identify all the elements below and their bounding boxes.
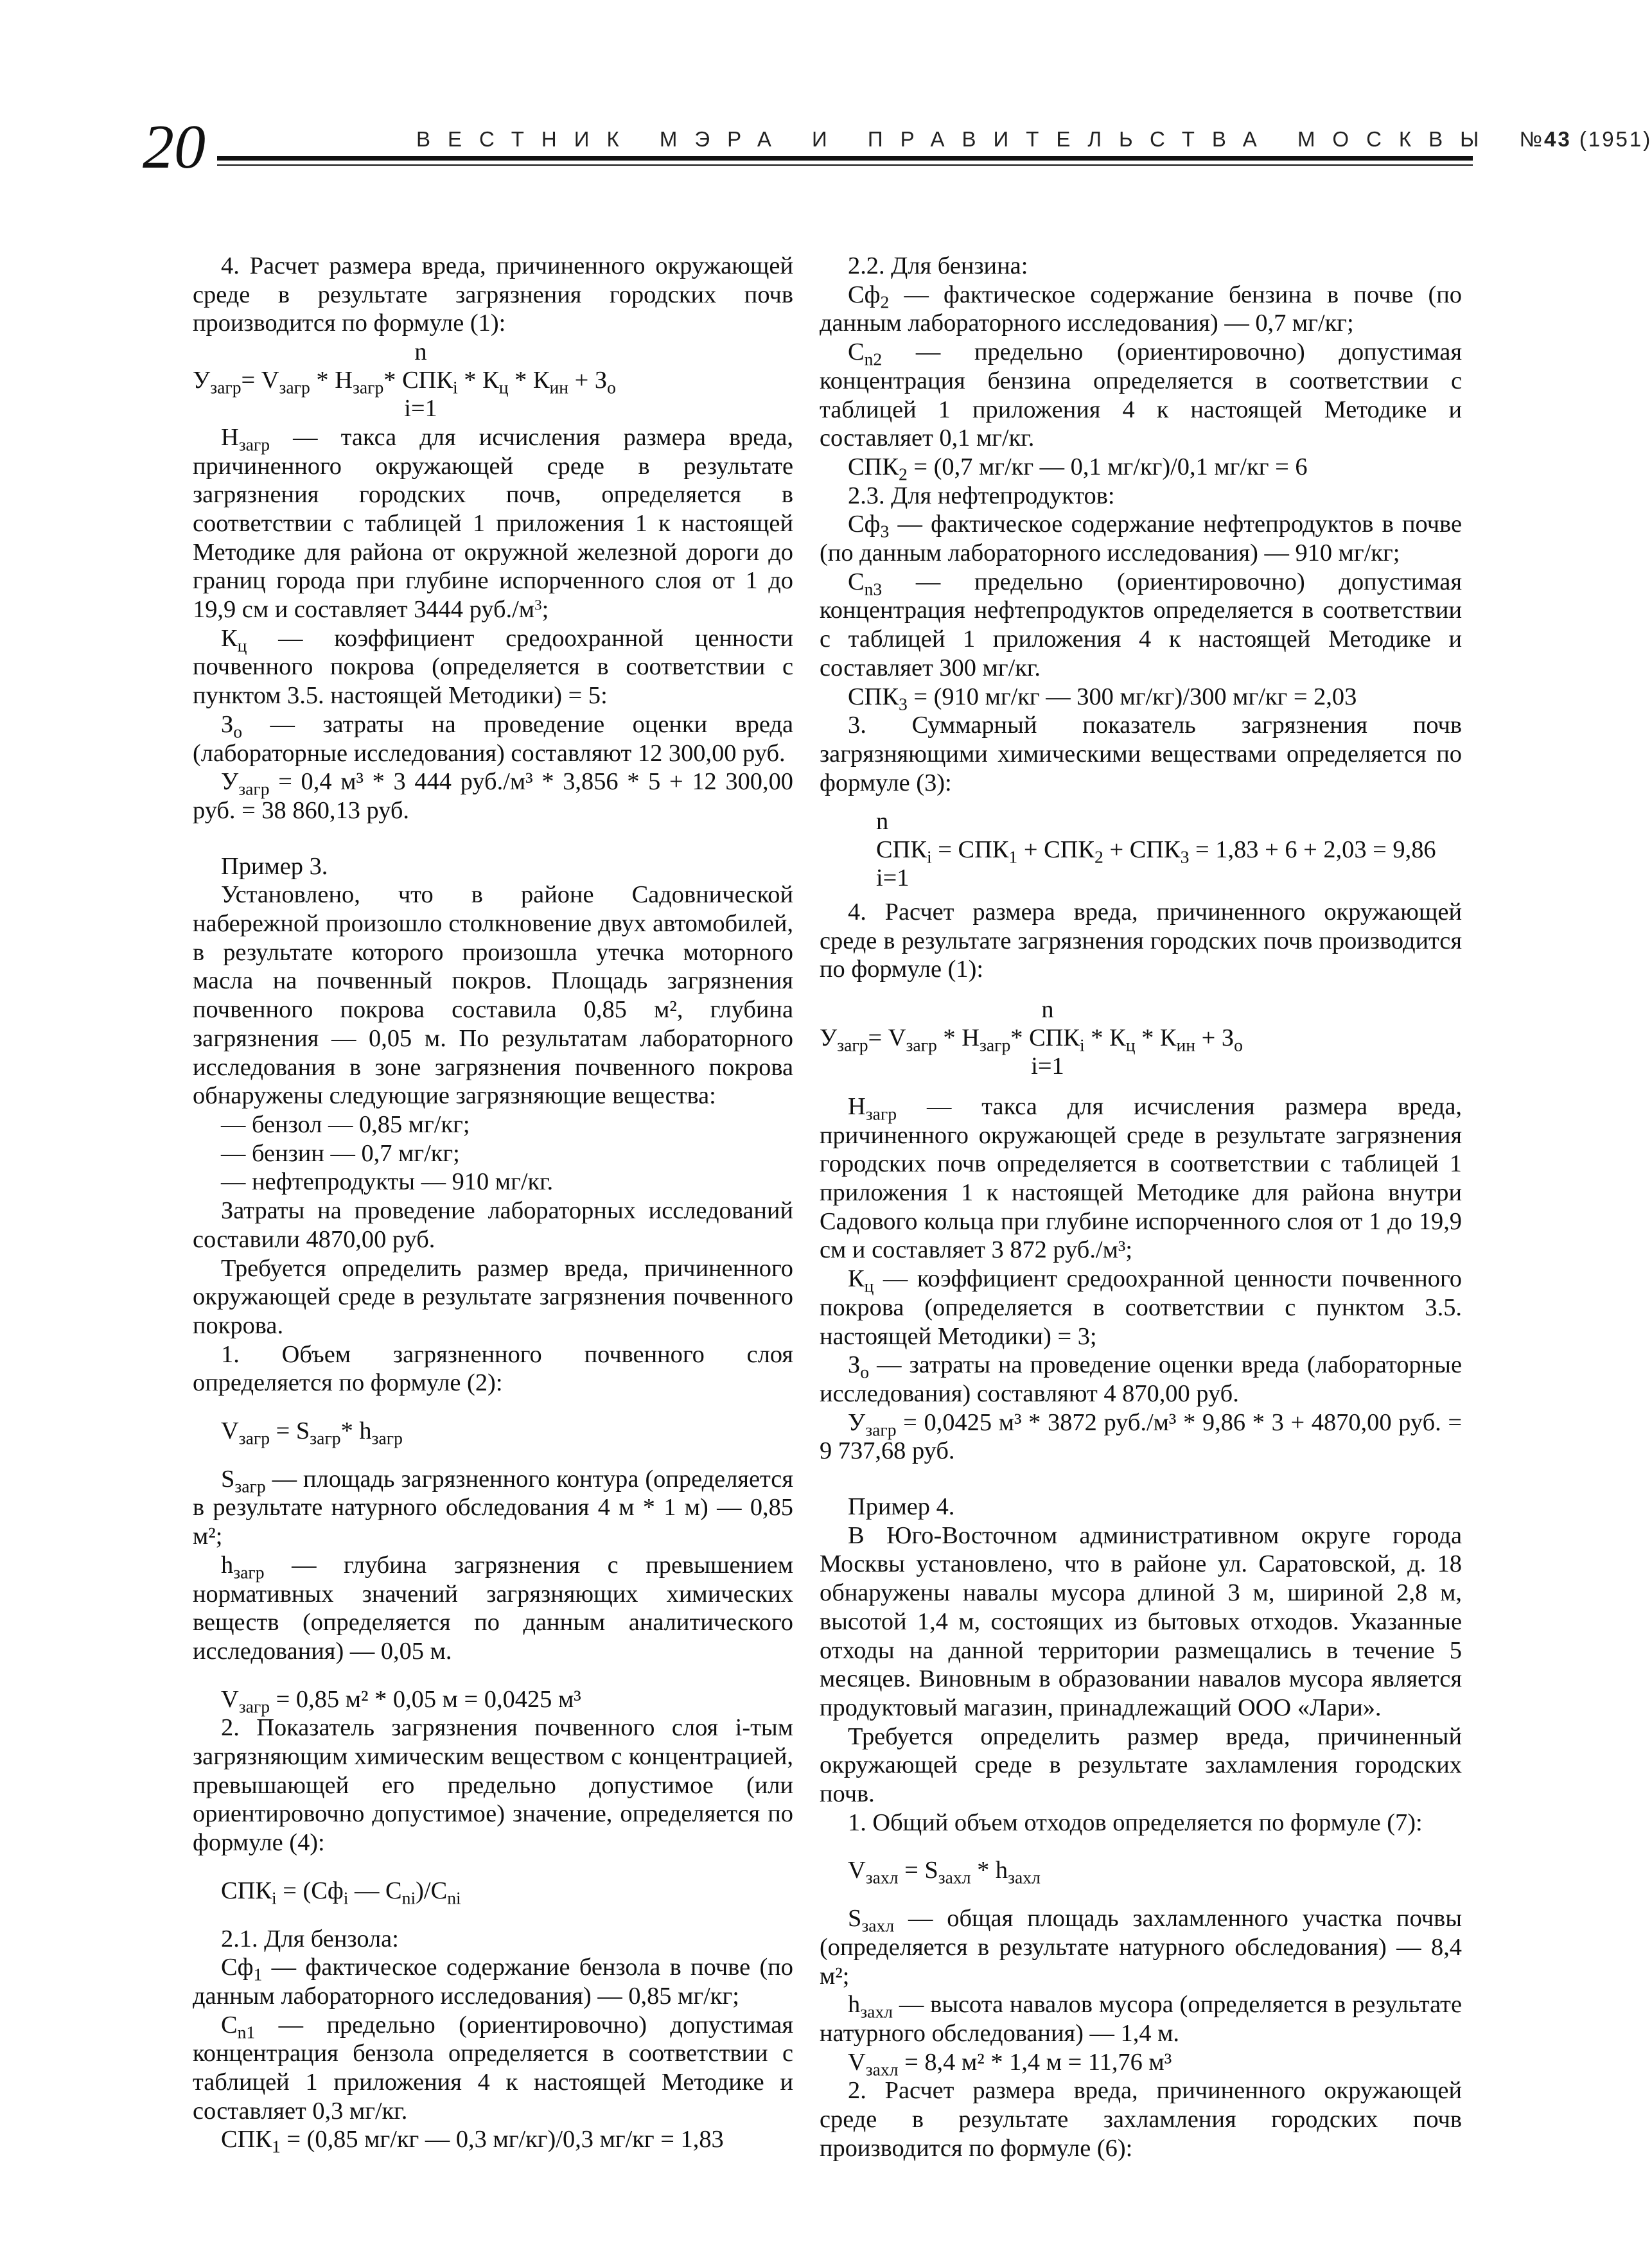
paragraph: Затраты на проведение лабораторных исследований составили 4870,00 руб. [193, 1197, 793, 1253]
issue-total: (1951) [1579, 127, 1652, 151]
paragraph: Требуется определить размер вреда, причиненного окружающей среде в результате загрязнения почвенного покрова. [193, 1254, 793, 1339]
paragraph: 2. Показатель загрязнения почвенного слоя i-тым загрязняющим химическим веществом с концентрацией, превышающей его предельно допустимое (или ориентировочно допустимое) значение, определяется по формуле (4): [193, 1714, 793, 1857]
paragraph: 3. Суммарный показатель загрязнения почв загрязняющими химическими веществами определяется по формуле (3): [820, 712, 1462, 796]
example-title: Пример 4. [848, 1493, 955, 1521]
section-heading: 2.3. Для нефтепродуктов: [848, 482, 1115, 509]
formula-7: $V_{захл} = S_{захл} * h_{захл}$ [848, 1857, 1041, 1888]
header-rule-thin [217, 164, 1473, 166]
page-number: 20 [143, 112, 206, 182]
paragraph: $Сф_1$ — фактическое содержание бензола в почве (по данным лабораторного исследования) — 0,85 мг/кг; [193, 1954, 793, 2010]
paragraph: $h_{захл}$ — высота навалов мусора (определяется в результате натурного обследования) — 1,4 м. [820, 1991, 1462, 2047]
journal-title: ВЕСТНИК МЭРА И ПРАВИТЕЛЬСТВА МОСКВЫ [416, 127, 1497, 151]
paragraph: $Сф_3$ — фактическое содержание нефтепродуктов в почве (по данным лабораторного исследования) — 910 мг/кг; [820, 511, 1462, 567]
paragraph: $С_{n1}$ — предельно (ориентировочно) допустимая концентрация бензола определяется в соответствии с таблицей 1 приложения 4 к настоящей Методике и составляет 0,3 мг/кг. [193, 2011, 793, 2125]
paragraph: $Н_{загр}$ — такса для исчисления размера вреда, причиненного окружающей среде в результате загрязнения городских почв определяется в соответствии с таблицей 1 приложения 1 к настоящей Методике для района внутри Садового кольца при глубине испорченного слоя от 1 до 19,9 см и составляет 3 872 руб./м³; [820, 1092, 1462, 1264]
right-column [820, 252, 1462, 2162]
section-heading: 2.1. Для бензола: [221, 1925, 399, 1952]
issue-label: №43 (1951) [1519, 127, 1652, 151]
paragraph: $К_ц$ — коэффициент средоохранной ценности почвенного покрова (определяется в соответствии с пунктом 3.5. настоящей Методики) = 3; [820, 1265, 1462, 1350]
paragraph: 4. Расчет размера вреда, причиненного окружающей среде в результате загрязнения городских почв производится по формуле (1): [193, 252, 793, 337]
list-item: — бензин — 0,7 мг/кг; [221, 1139, 460, 1167]
calculation: $СПК_1 = (0,85$ мг/кг — 0,3 мг/кг)/0,3 мг/кг = 1,83 [221, 2126, 724, 2157]
left-column [193, 252, 793, 2157]
paragraph: $У_{загр} = 0,0425$ м³ * 3872 руб./м³ * 9,86 * 3 + 4870,00 руб. = 9 737,68 руб. [820, 1408, 1462, 1465]
paragraph: $Н_{загр}$ — такса для исчисления размера вреда, причиненного окружающей среде в результате загрязнения городских почв, определяется в соответствии с таблицей 1 приложения 1 к настоящей Методике для района от окружной железной дороги до границ города при глубине испорченного слоя от 1 до 19,9 см и составляет 3444 $руб./м^3$; [193, 423, 793, 624]
formula-1: $У_{загр}= V_{загр} * Н_{загр}*$ $СПК_i$ n i=1 * $К_ц * К_{ин} + З_о$ [193, 338, 616, 423]
paragraph: Требуется определить размер вреда, причиненный окружающей среде в результате захламления городских почв. [820, 1723, 1462, 1808]
paragraph: $S_{загр}$ — площадь загрязненного контура (определяется в результате натурного обследования 4 м * 1 м) — 0,85 м²; [193, 1465, 793, 1550]
paragraph: 1. Объем загрязненного почвенного слоя определяется по формуле (2): [193, 1340, 793, 1397]
issue-number: 43 [1543, 127, 1572, 151]
paragraph: $З_о$ — затраты на проведение оценки вреда (лабораторные исследования) составляют 12 300,00 руб. [193, 710, 793, 767]
calculation: $V_{захл} = 8,4$ м² * 1,4 м = 11,76 м³ [848, 2048, 1172, 2079]
formula-3: $СПК_i$ n i=1 = $СПК_1 + СПК_2 + СПК_3 = 1,83 + 6 + 2,03 = 9,86$ [876, 808, 1436, 892]
paragraph: $h_{загр}$ — глубина загрязнения с превышением нормативных значений загрязняющих химических веществ (определяется по данным аналитического исследования) — 0,05 м. [193, 1551, 793, 1665]
calculation: $V_{загр} = 0,85$ м² * 0,05 м = 0,0425 м³ [221, 1685, 581, 1716]
formula-4: $СПК_i = (Сф_i$ — $С_{ni})/С_{ni}$ [221, 1877, 461, 1908]
paragraph: $С_{n2}$ — предельно (ориентировочно) допустимая концентрация бензина определяется в соответствии с таблицей 1 приложения 4 к настоящей Методике и составляет 0,1 мг/кг. [820, 338, 1462, 452]
paragraph: 1. Общий объем отходов определяется по формуле (7): [848, 1809, 1423, 1836]
list-item: — нефтепродукты — 910 мг/кг. [221, 1168, 554, 1196]
formula-1-repeat: $У_{загр}= V_{загр} * Н_{загр}*$ $СПК_i$ n i=1 * $К_ц * К_{ин} + З_о$ [820, 996, 1243, 1080]
paragraph: $К_ц$ — коэффициент средоохранной ценности почвенного покрова (определяется в соответствии с пунктом 3.5. настоящей Методики) = 5: [193, 624, 793, 710]
formula-2: $V_{загр} = S_{загр}*$ $h_{загр}$ [221, 1417, 403, 1448]
section-heading: 2.2. Для бензина: [848, 252, 1028, 279]
example-title: Пример 3. [221, 852, 328, 880]
paragraph: 2. Расчет размера вреда, причиненного окружающей среде в результате захламления городских почв производится по формуле (6): [820, 2077, 1462, 2162]
paragraph: $С_{n3}$ — предельно (ориентировочно) допустимая концентрация нефтепродуктов определяется в соответствии с таблицей 1 приложения 4 к настоящей Методике и составляет 300 мг/кг. [820, 568, 1462, 681]
list-item: — бензол — 0,85 мг/кг; [221, 1110, 470, 1138]
header-rule [217, 156, 1473, 161]
running-title [416, 127, 1652, 152]
calculation: $СПК_2 = (0,7$ мг/кг — 0,1 мг/кг)/0,1 мг/кг = 6 [848, 453, 1308, 484]
paragraph: $З_о$ — затраты на проведение оценки вреда (лабораторные исследования) составляют 4 870,00 руб. [820, 1351, 1462, 1407]
calculation: $СПК_3 = (910$ мг/кг — 300 мг/кг)/300 мг/кг = 2,03 [848, 683, 1357, 714]
paragraph: $Сф_2$ — фактическое содержание бензина в почве (по данным лабораторного исследования) — 0,7 мг/кг; [820, 281, 1462, 337]
paragraph: $S_{захл}$ — общая площадь захламленного участка почвы (определяется в результате натурного обследования) — 8,4 м²; [820, 1905, 1462, 1990]
paragraph: 4. Расчет размера вреда, причиненного окружающей среде в результате загрязнения городских почв производится по формуле (1): [820, 899, 1462, 983]
paragraph: $У_{загр} = 0,4$ м³ * 3 444 руб./м³ * 3,856 * 5 + 12 300,00 руб. = 38 860,13 руб. [193, 768, 793, 824]
paragraph: Установлено, что в районе Садовнической набережной произошло столкновение двух автомобилей, в результате которого произошла утечка моторного масла на почвенный покров. Площадь загрязнения почвенного покрова составила 0,85 м², глубина загрязнения — 0,05 м. По результатам лабораторного исследования в зоне загрязнения почвенного покрова обнаружены следующие загрязняющие вещества: [193, 881, 793, 1110]
paragraph: В Юго-Восточном административном округе города Москвы установлено, что в районе ул. Саратовской, д. 18 обнаружены навалы мусора длиной 3 м, шириной 2,8 м, высотой 1,4 м, состоящих из бытовых отходов. Указанные отходы на данной территории размещались в течение 5 месяцев. Виновным в образовании навалов мусора является продуктовый магазин, принадлежащий ООО «Лари». [820, 1521, 1462, 1721]
